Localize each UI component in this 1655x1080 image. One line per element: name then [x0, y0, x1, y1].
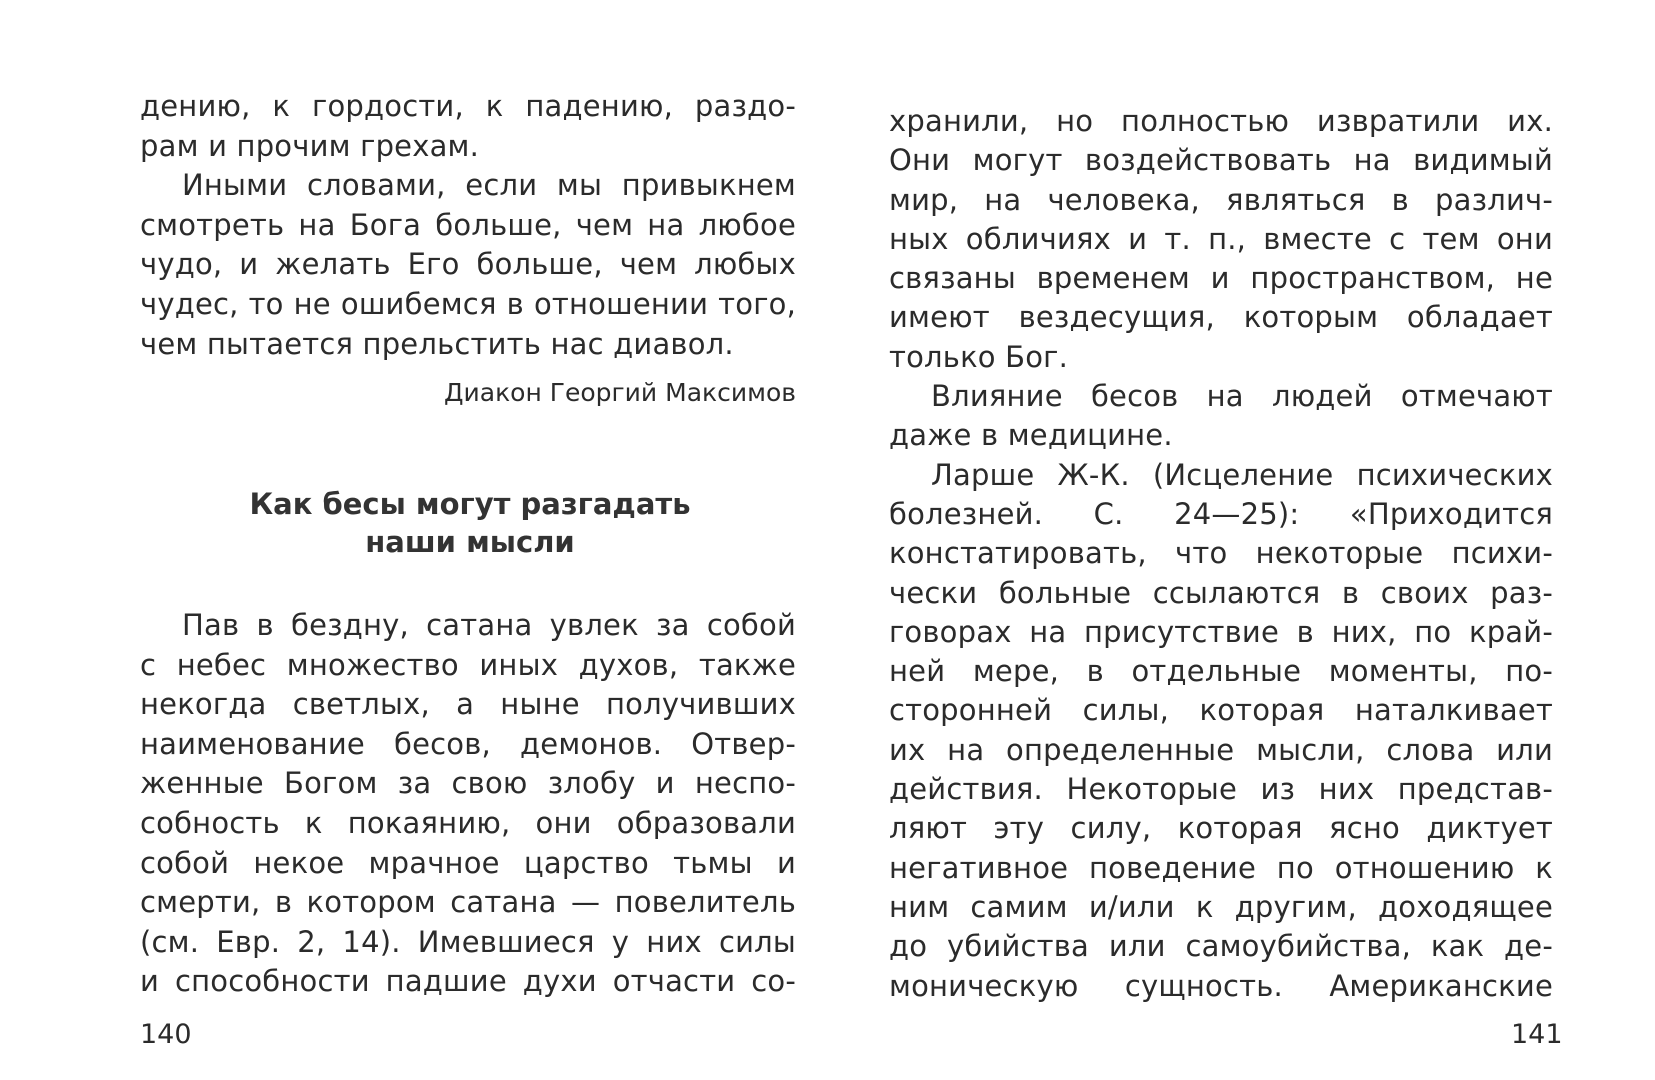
text-line: констатировать, что некоторые психи- — [889, 536, 1553, 571]
page-number-left: 140 — [140, 1019, 192, 1050]
text-line: с небес множество иных духов, также — [140, 647, 796, 682]
text-line: даже в медицине. — [889, 418, 1173, 453]
page-number-right: 141 — [1511, 1019, 1563, 1050]
text-line: рам и прочим грехам. — [140, 128, 480, 163]
text-line: Иными словами, если мы привыкнем — [182, 168, 796, 203]
text-line: наименование бесов, демонов. Отвер- — [140, 726, 796, 761]
right-page — [827, 0, 1655, 1080]
text-line: их на определенные мысли, слова или — [889, 732, 1553, 767]
text-line: болезней. С. 24—25): «Приходится — [889, 496, 1553, 531]
text-line: собность к покаянию, они образовали — [140, 805, 796, 840]
text-line: мир, на человека, являться в различ- — [889, 182, 1553, 217]
text-line: ней мере, в отдельные моменты, по- — [889, 654, 1553, 689]
text-line: ним самим и/или к другим, доходящее — [889, 889, 1553, 924]
text-line: имеют вездесущия, которым обладает — [889, 300, 1553, 335]
text-line: чески больные ссылаются в своих раз- — [889, 575, 1553, 610]
text-line: Влияние бесов на людей отмечают — [931, 379, 1553, 414]
text-line: Ларше Ж-К. (Исцеление психических — [931, 457, 1553, 492]
section-heading — [140, 485, 800, 561]
text-line: чудес, то не ошибемся в отношении того, — [140, 286, 796, 321]
text-line: смотреть на Бога больше, чем на любое — [140, 207, 796, 242]
left-page — [0, 0, 827, 1080]
text-line: некогда светлых, а ныне получивших — [140, 687, 796, 722]
text-line: ляют эту силу, которая ясно диктует — [889, 811, 1553, 846]
text-line: сторонней силы, которая наталкивает — [889, 693, 1553, 728]
text-line: действия. Некоторые из них представ- — [889, 772, 1553, 807]
left-page-bottom-text — [140, 606, 796, 1002]
section-heading-line: наши мысли — [365, 525, 575, 559]
text-line: хранили, но полностью извратили их. — [889, 104, 1553, 138]
text-line: женные Богом за свою злобу и неспо- — [140, 766, 796, 801]
left-page-top-text — [140, 87, 796, 364]
text-line: до убийства или самоубийства, как де- — [889, 929, 1553, 964]
text-line: негативное поведение по отношению к — [889, 850, 1553, 885]
text-line: смерти, в котором сатана — повелитель — [140, 885, 796, 920]
right-page-text — [889, 102, 1553, 1006]
text-line: Они могут воздействовать на видимый — [889, 143, 1553, 178]
text-line: связаны временем и пространством, не — [889, 261, 1553, 296]
text-line: ных обличиях и т. п., вместе с тем они — [889, 221, 1553, 256]
text-line: только Бог. — [889, 339, 1069, 374]
quote-attribution: Диакон Георгий Максимов — [443, 378, 796, 407]
text-line: и способности падшие духи отчасти со- — [140, 964, 796, 999]
section-heading-line: Как бесы могут разгадать — [249, 487, 691, 521]
text-line: (см. Евр. 2, 14). Имевшиеся у них силы — [140, 924, 796, 959]
text-line: чем пытается прельстить нас диавол. — [140, 326, 734, 361]
text-line: дению, к гордости, к падению, раздо- — [140, 89, 796, 123]
text-line: собой некое мрачное царство тьмы и — [140, 845, 796, 880]
text-line: моническую сущность. Американские — [889, 968, 1553, 1003]
text-line: чудо, и желать Его больше, чем любых — [140, 247, 796, 282]
text-line: Пав в бездну, сатана увлек за собой — [182, 608, 796, 642]
text-line: говорах на присутствие в них, по край- — [889, 614, 1553, 649]
